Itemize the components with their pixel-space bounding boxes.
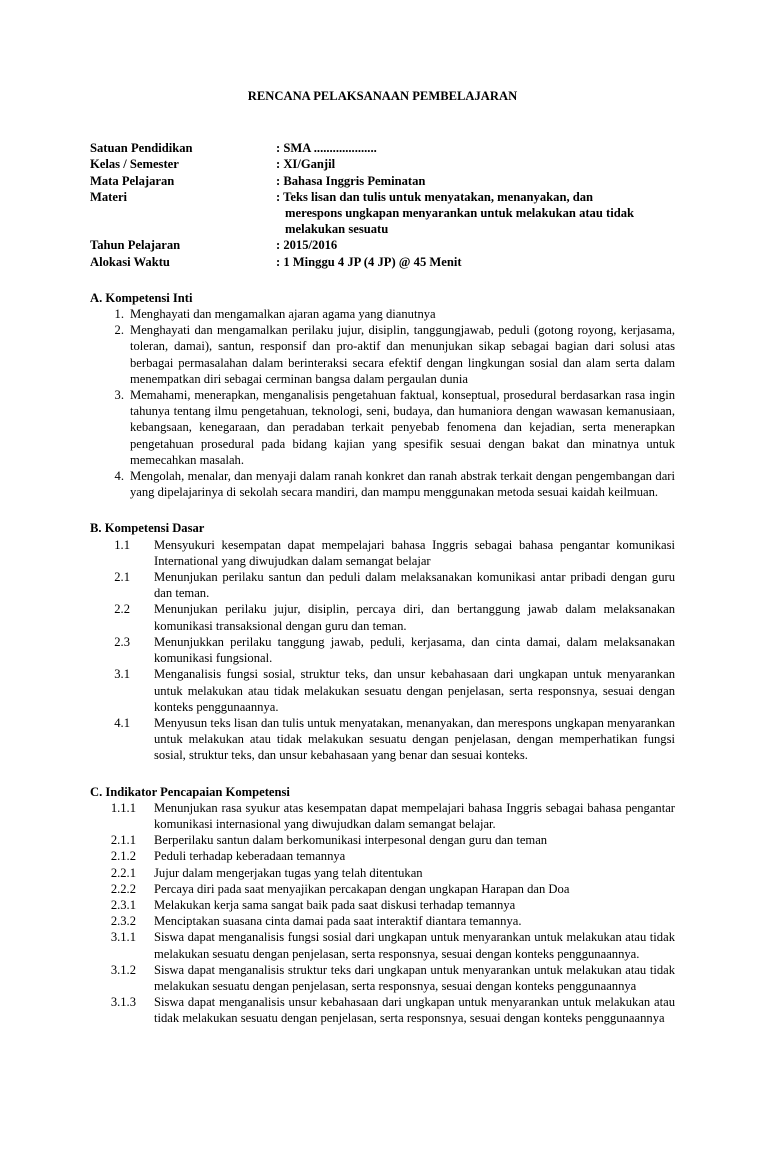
list-item [90,881,675,897]
meta-row-material [90,189,675,238]
item-text: Mengolah, menalar, dan menyaji dalam ranah konkret dan ranah abstrak terkait dengan pengembangan dari yang dipelajarinya di sekolah secara mandiri, dan mampu menggunakan metoda sesuai kaidah keilmuan. [130,469,675,500]
item-number: 4. [114,469,124,484]
meta-value: : XI/Ganjil [276,157,336,172]
list-item [90,569,675,601]
list-item [90,468,675,500]
item-number: 2.3.2 [110,914,136,929]
item-number: 2.1.2 [110,849,136,864]
document-title: RENCANA PELAKSANAAN PEMBELAJARAN [247,89,518,103]
meta-label: Kelas / Semester [90,157,179,172]
identity-block [90,140,675,270]
item-number: 2.1.1 [110,833,136,848]
item-number: 1. [114,307,124,322]
item-number: 1.1 [114,537,130,552]
item-number: 2.2.2 [110,881,136,896]
list-item [90,322,675,387]
meta-value: : Bahasa Inggris Peminatan [276,173,426,188]
item-text: Menunjukan rasa syukur atas kesempatan dapat mempelajari bahasa Inggris sebagai bahasa pengantar komunikasi internasional yang diwujudkan dalam semangat belajar. [154,800,675,831]
item-text: Jujur dalam mengerjakan tugas yang telah ditentukan [154,865,423,880]
item-text: Menunjukan perilaku santun dan peduli dalam melaksanakan komunikasi antar pribadi dengan guru dan teman. [154,570,675,601]
section-heading: B. Kompetensi Dasar [90,521,205,536]
item-number: 3.1.3 [110,995,136,1010]
list-item [90,601,675,633]
meta-row-time [90,254,675,270]
item-number: 2.1 [114,570,130,585]
list-item [90,306,675,322]
item-text: Siswa dapat menganalisis unsur kebahasaan dari ungkapan untuk menyarankan untuk melakukan atau tidak melakukan sesuatu dengan penjelasan, serta responsnya, sesuai dengan konteks penggunaannya [154,995,675,1026]
list-item [90,962,675,994]
meta-value: : Teks lisan dan tulis untuk menyatakan, menanyakan, dan [276,189,594,204]
meta-label: Mata Pelajaran [90,173,175,188]
item-text: Menunjukan perilaku jujur, disiplin, percaya diri, dan bertanggung jawab dalam melaksanakan komunikasi transaksional dengan guru dan teman. [154,602,675,633]
meta-label: Alokasi Waktu [90,254,170,269]
item-number: 1.1.1 [110,800,136,815]
item-number: 3.1.2 [110,962,136,977]
item-number: 3. [114,388,124,403]
meta-row-class [90,156,675,172]
item-number: 2.2 [114,602,130,617]
list-item [90,634,675,666]
item-text: Mensyukuri kesempatan dapat mempelajari bahasa Inggris sebagai bahasa pengantar komunikasi International yang diwujudkan dalam semangat belajar [154,537,675,568]
list-item [90,929,675,961]
meta-row-subject [90,173,675,189]
item-text: Siswa dapat menganalisis struktur teks dari ungkapan untuk menyarankan untuk melakukan atau tidak melakukan sesuatu dengan penjelasan, serta responsnya, sesuai dengan konteks penggunaannya [154,962,675,993]
section-kompetensi-dasar [90,520,675,763]
meta-value: : SMA .................... [276,141,377,156]
list-item [90,666,675,715]
item-number: 2.3 [114,634,130,649]
item-number: 2. [114,323,124,338]
list-item [90,832,675,848]
item-number: 2.2.1 [110,865,136,880]
meta-row-school [90,140,675,156]
item-text: Melakukan kerja sama sangat baik pada saat diskusi terhadap temannya [154,897,516,912]
item-number: 4.1 [114,715,130,730]
list-item [90,897,675,913]
item-number: 2.3.1 [110,897,136,912]
item-text: Percaya diri pada saat menyajikan percakapan dengan ungkapan Harapan dan Doa [154,881,570,896]
item-text: Menciptakan suasana cinta damai pada saat interaktif diantara temannya. [154,914,522,929]
item-text: Siswa dapat menganalisis fungsi sosial dari ungkapan untuk menyarankan untuk melakukan atau tidak melakukan sesuatu dengan penjelasan, serta responsnya, sesuai dengan konteks penggunaannya. [154,930,675,961]
item-number: 3.1 [114,667,130,682]
list-item [90,715,675,764]
meta-row-year [90,237,675,253]
section-heading: A. Kompetensi Inti [90,290,193,305]
list-item [90,848,675,864]
meta-label: Tahun Pelajaran [90,238,181,253]
meta-label: Materi [90,189,128,204]
section-heading: C. Indikator Pencapaian Kompetensi [90,784,290,799]
item-text: Menghayati dan mengamalkan ajaran agama yang dianutnya [130,307,436,322]
document-page [90,88,675,1027]
item-number: 3.1.1 [110,930,136,945]
list-item [90,537,675,569]
list-item [90,387,675,468]
meta-value: : 2015/2016 [276,238,338,253]
item-text: Menghayati dan mengamalkan perilaku jujur, disiplin, tanggungjawab, peduli (gotong royong, kerjasama, toleran, damai), santun, responsif dan pro-aktif dan menunjukan sikap sebagai bagian dari solusi atas berbagai permasalahan dalam berinteraksi secara efektif dengan lingkungan sosial dan alam serta dalam menempatkan diri sebagai cerminan bangsa dalam pergaulan dunia [130,323,675,386]
list-item [90,913,675,929]
item-text: Peduli terhadap keberadaan temannya [154,849,346,864]
meta-value-continued: merespons ungkapan menyarankan untuk melakukan atau tidak [285,206,635,221]
item-text: Menunjukkan perilaku tanggung jawab, peduli, kerjasama, dan cinta damai, dalam melaksanakan komunikasi fungsional. [154,634,675,666]
item-text: Memahami, menerapkan, menganalisis pengetahuan faktual, konseptual, prosedural berdasarkan rasa ingin tahunya tentang ilmu pengetahuan, teknologi, seni, budaya, dan humaniora dengan wawasan kemanusiaan, kebangsaan, kenegaraan, dan peradaban terkait penyebab fenomena dan kejadian, serta menerapkan pengetahuan prosedural pada bidang kajian yang spesifik sesuai dengan bakat dan minatnya untuk memecahkan masalah. [130,388,675,467]
list-item [90,994,675,1026]
meta-label: Satuan Pendidikan [90,141,193,156]
section-indikator [90,784,675,1027]
item-text: Menganalisis fungsi sosial, struktur teks, dan unsur kebahasaan dari ungkapan untuk menyarankan untuk melakukan atau tidak melakukan sesuatu dengan penjelasan, serta responsnya, sesuai dengan konteks penggunaannya. [154,667,675,714]
item-text: Menyusun teks lisan dan tulis untuk menyatakan, menanyakan, dan merespons ungkapan menyarankan untuk melakukan atau tidak melakukan sesuatu dengan penjelasan, dengan memperhatikan fungsi sosial, struktur teks, dan unsur kebahasaan yang benar dan sesuai konteks. [154,715,675,763]
section-kompetensi-inti [90,290,675,501]
meta-value-continued: melakukan sesuatu [285,222,389,237]
item-text: Berperilaku santun dalam berkomunikasi interpesonal dengan guru dan teman [154,833,548,848]
list-item [90,865,675,881]
meta-value: : 1 Minggu 4 JP (4 JP) @ 45 Menit [276,254,462,269]
list-item [90,800,675,832]
